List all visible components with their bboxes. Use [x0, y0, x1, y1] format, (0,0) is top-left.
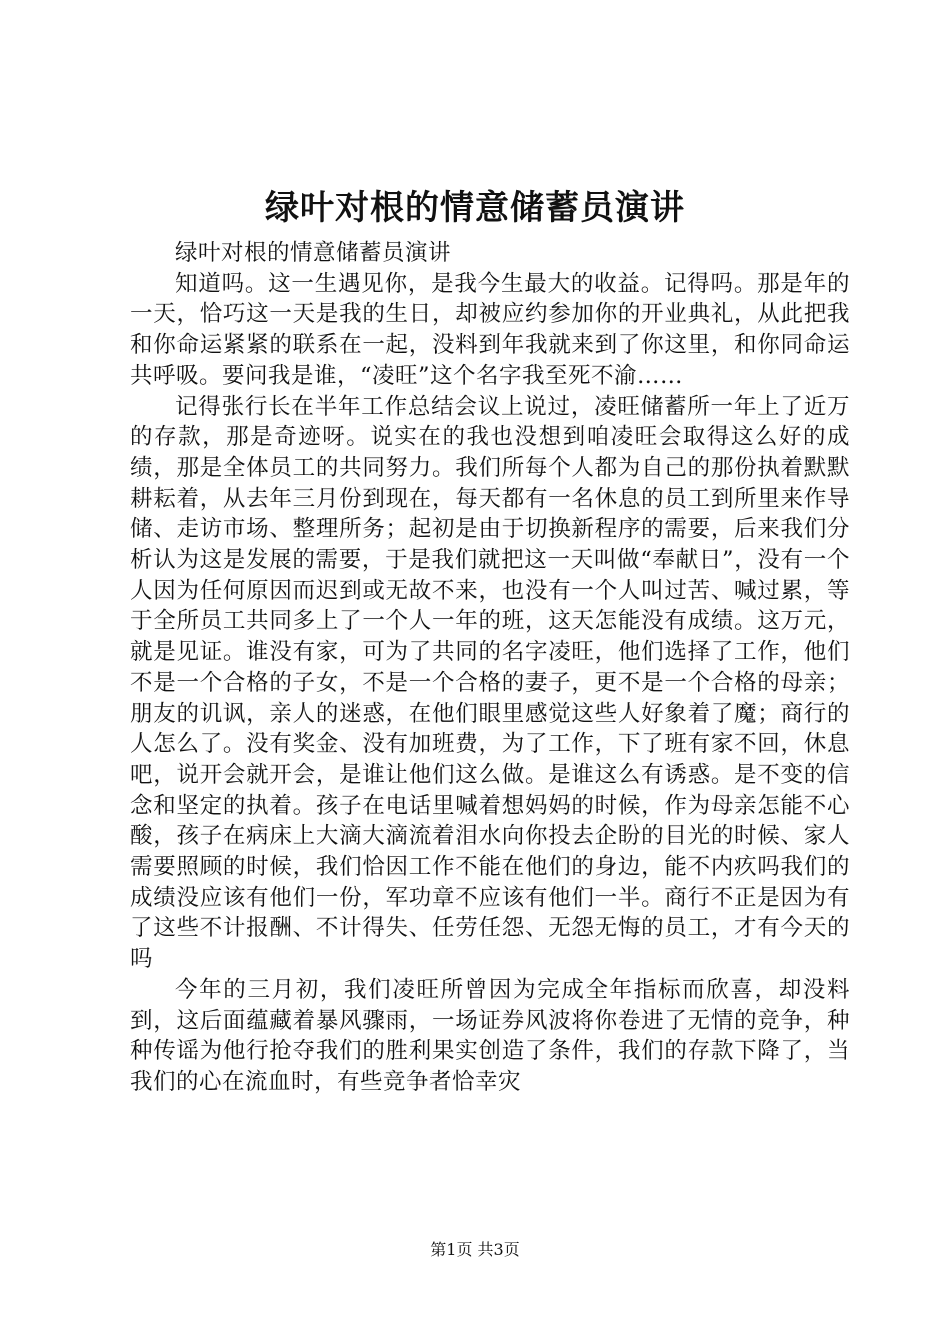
- page-number-footer: 第1页 共3页: [430, 1240, 520, 1259]
- paragraph-2: 记得张行长在半年工作总结会议上说过，凌旺储蓄所一年上了近万的存款，那是奇迹呀。说实在的我也没想到咱凌旺会取得这么好的成绩，那是全体员工的共同努力。我们所每个人都为自己的那份执着默默耕耘着，从去年三月份到现在，每天都有一名休息的员工到所里来作导储、走访市场、整理所务；起初是由于切换新程序的需要，后来我们分析认为这是发展的需要，于是我们就把这一天叫做“奉献日”，没有一个人因为任何原因而迟到或无故不来，也没有一个人叫过苦、喊过累，等于全所员工共同多上了一个人一年的班，这天怎能没有成绩。这万元，就是见证。谁没有家，可为了共同的名字凌旺，他们选择了工作，他们不是一个合格的子女，不是一个合格的妻子，更不是一个合格的母亲；朋友的讥讽，亲人的迷惑，在他们眼里感觉这些人好象着了魔；商行的人怎么了。没有奖金、没有加班费，为了工作，下了班有家不回，休息吧，说开会就开会，是谁让他们这么做。是谁这么有诱惑。是不变的信念和坚定的执着。孩子在电话里喊着想妈妈的时候，作为母亲怎能不心酸，孩子在病床上大滴大滴流着泪水向你投去企盼的目光的时候、家人需要照顾的时候，我们恰因工作不能在他们的身边，能不内疚吗我们的成绩没应该有他们一份，军功章不应该有他们一半。商行不正是因为有了这些不计报酬、不计得失、任劳任怨、无怨无悔的员工，才有今天的吗: [130, 393, 850, 973]
- document-body: [130, 238, 850, 1098]
- paragraph-subtitle: 绿叶对根的情意储蓄员演讲: [175, 240, 452, 266]
- paragraph-3: 今年的三月初，我们凌旺所曾因为完成全年指标而欣喜，却没料到，这后面蕴藏着暴风骤雨，一场证券风波将你卷进了无情的竞争，种种传谣为他行抢夺我们的胜利果实创造了条件，我们的存款下降了，当我们的心在流血时，有些竞争者恰幸灾: [130, 976, 850, 1095]
- document-title: 绿叶对根的情意储蓄员演讲: [265, 188, 685, 228]
- paragraph-1: 知道吗。这一生遇见你，是我今生最大的收益。记得吗。那是年的一天，恰巧这一天是我的生日，却被应约参加你的开业典礼，从此把我和你命运紧紧的联系在一起，没料到年我就来到了你这里，和你同命运共呼吸。要问我是谁，“凌旺”这个名字我至死不渝……: [130, 270, 850, 389]
